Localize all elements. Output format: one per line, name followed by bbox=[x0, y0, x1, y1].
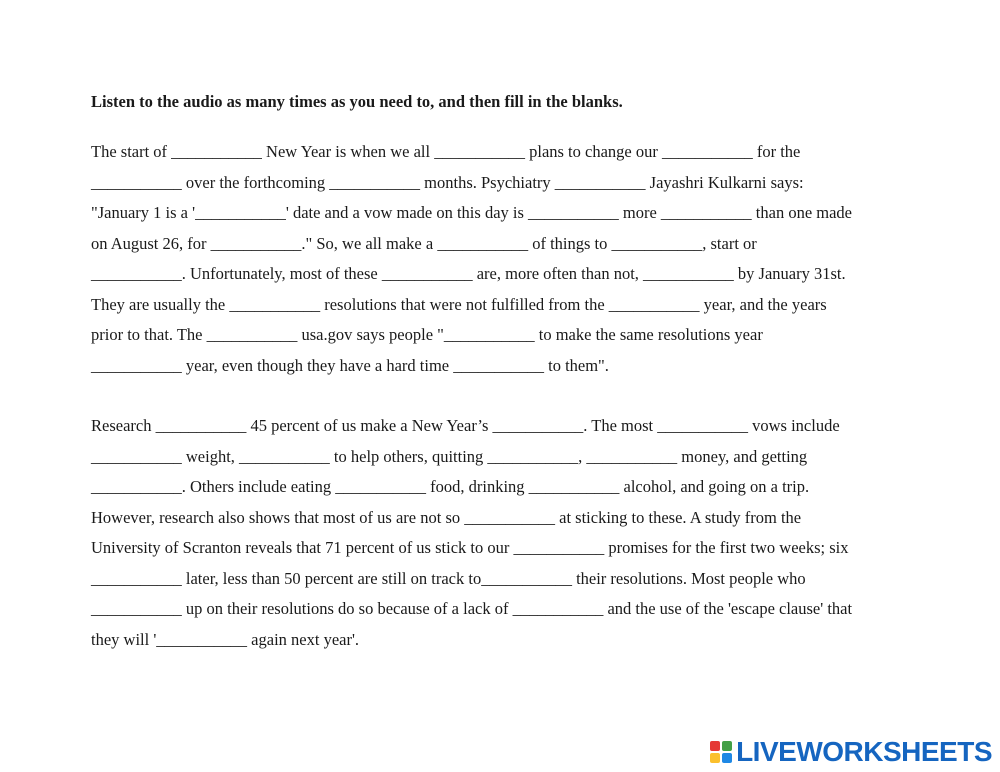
logo-text: LIVEWORKSHEETS bbox=[736, 736, 992, 767]
logo-block bbox=[722, 741, 732, 751]
text-line: Research ___________ 45 percent of us make a New Year’s ___________. The most ___________ vows include bbox=[91, 416, 840, 435]
text-line: ___________ weight, ___________ to help others, quitting ___________, ___________ money, and getting bbox=[91, 446, 808, 466]
logo-block bbox=[710, 741, 720, 751]
logo-blocks-icon bbox=[710, 741, 732, 763]
text-line: However, research also shows that most of us are not so ___________ at sticking to these. A study from the bbox=[91, 507, 802, 527]
text-line: on August 26, for ___________." So, we all make a ___________ of things to ___________, start or bbox=[91, 233, 757, 253]
text-line: They are usually the ___________ resolutions that were not fulfilled from the ___________ year, and the years bbox=[91, 294, 827, 314]
text-line: ___________. Unfortunately, most of these ___________ are, more often than not, ___________ by January 31st. bbox=[91, 264, 846, 283]
text-line: The start of ___________ New Year is when we all ___________ plans to change our ___________ for the bbox=[91, 142, 801, 161]
logo-block bbox=[710, 753, 720, 763]
instruction-heading: Listen to the audio as many times as you need to, and then fill in the blanks. bbox=[91, 92, 623, 111]
text-line: "January 1 is a '___________' date and a vow made on this day is ___________ more ___________ than one made bbox=[91, 203, 853, 222]
paragraph-2 bbox=[91, 414, 852, 658]
paragraph-1 bbox=[91, 140, 852, 384]
text-line: prior to that. The ___________ usa.gov says people "___________ to make the same resolutions year bbox=[91, 325, 763, 344]
liveworksheets-logo[interactable] bbox=[710, 738, 992, 766]
text-line: ___________ over the forthcoming ___________ months. Psychiatry ___________ Jayashri Kulkarni says: bbox=[91, 172, 804, 192]
text-line: ___________ later, less than 50 percent are still on track to___________ their resolutions. Most people who bbox=[91, 568, 806, 588]
text-line: ___________ up on their resolutions do so because of a lack of ___________ and the use of the 'escape clause' that bbox=[91, 599, 853, 618]
text-line: University of Scranton reveals that 71 percent of us stick to our ___________ promises for the first two weeks; six bbox=[91, 538, 849, 557]
text-line: ___________. Others include eating ___________ food, drinking ___________ alcohol, and going on a trip. bbox=[91, 477, 810, 496]
logo-block bbox=[722, 753, 732, 763]
text-line: they will '___________ again next year'. bbox=[91, 629, 360, 649]
text-line: ___________ year, even though they have a hard time ___________ to them". bbox=[91, 355, 609, 375]
